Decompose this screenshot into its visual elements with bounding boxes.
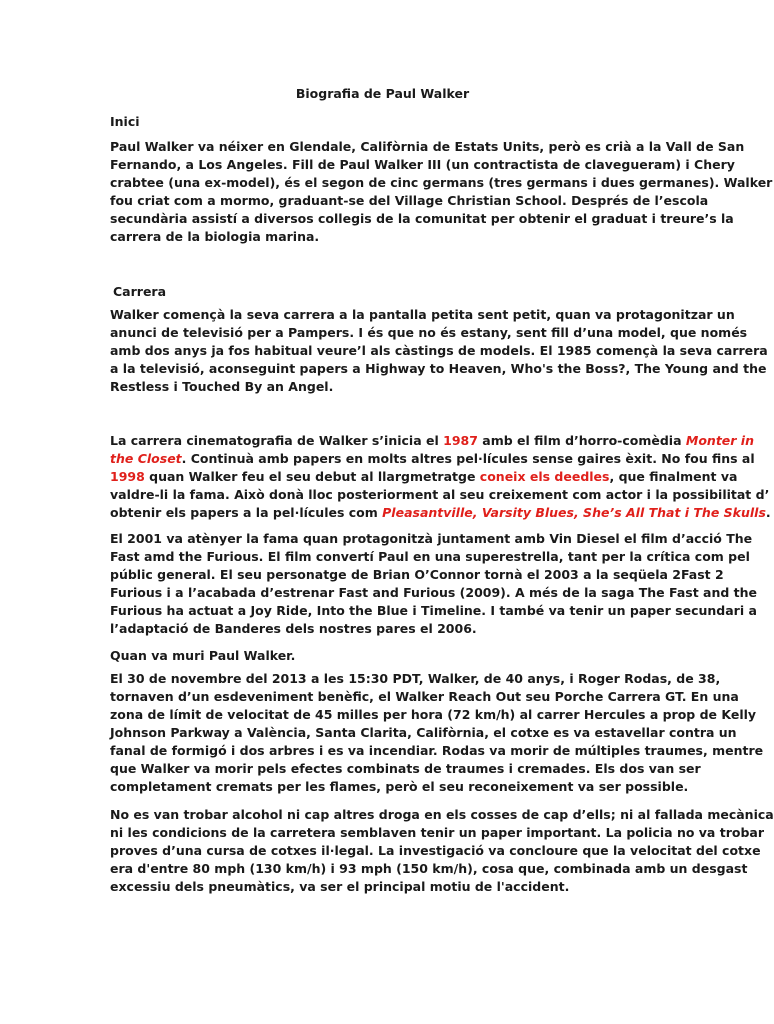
text-line: que Walker va morir pels efectes combinats de traumes i cremades. Els dos van ser <box>110 761 701 776</box>
text-line: valdre-li la fama. Això donà lloc posteriorment al seu creixement com actor i la possibilitat d’ <box>110 487 770 502</box>
text-line: ni les condicions de la carretera semblaven tenir un paper important. La policia no va trobar <box>110 825 764 840</box>
film-title-highlight: the Closet <box>110 451 182 466</box>
text-line: No es van trobar alcohol ni cap altres droga en els cosses de cap d’ells; ni al fallada mecànica <box>110 807 774 822</box>
text-line <box>110 450 755 468</box>
text-line: era d'entre 80 mph (130 km/h) i 93 mph (150 km/h), cosa que, combinada amb un desgast <box>110 861 748 876</box>
text-run: La carrera cinematografia de Walker s’inicia el <box>110 433 444 448</box>
text-line: tornaven d’un esdeveniment benèfic, el Walker Reach Out seu Porche Carrera GT. En una <box>110 689 739 704</box>
paragraph-carrera-3 <box>110 530 758 638</box>
paragraph-carrera-2 <box>110 432 771 522</box>
text-line: fou criat com a mormo, graduant-se del Village Christian School. Després de l’escola <box>110 193 709 208</box>
paragraph-inici <box>110 138 773 246</box>
text-line: carrera de la biologia marina. <box>110 229 320 244</box>
text-line: crabtee (una ex-model), és el segon de cinc germans (tres germans i dues germanes). Walker <box>110 175 773 190</box>
text-line: El 2001 va atènyer la fama quan protagonitzà juntament amb Vin Diesel el film d’acció The <box>110 531 753 546</box>
text-line: Johnson Parkway a València, Santa Clarita, Califòrnia, el cotxe es va estavellar contra un <box>110 725 737 740</box>
text-line: anunci de televisió per a Pampers. I és que no és estany, sent fill d’una model, que només <box>110 325 748 340</box>
text-line: Paul Walker va néixer en Glendale, Califòrnia de Estats Units, però es crià a la Vall de San <box>110 139 745 154</box>
text-line <box>110 504 771 522</box>
paragraph-mort-1 <box>110 670 764 796</box>
film-list-highlight: Pleasantville, Varsity Blues, She’s All That i The Skulls <box>382 505 766 520</box>
text-run: , que finalment va <box>609 469 738 484</box>
year-highlight: 1998 <box>110 469 145 484</box>
text-line: amb dos anys ja fos habitual veure’l als càstings de models. El 1985 començà la seva carrera <box>110 343 768 358</box>
text-line: El 30 de novembre del 2013 a les 15:30 PDT, Walker, de 40 anys, i Roger Rodas, de 38, <box>110 671 721 686</box>
text-line: excessiu dels pneumàtics, va ser el principal motiu de l'accident. <box>110 879 570 894</box>
text-line: completament cremats per les flames, però el seu reconeixement va ser possible. <box>110 779 689 794</box>
document-title: Biografia de Paul Walker <box>295 86 470 101</box>
text-line: Furious ha actuat a Joy Ride, Into the Blue i Timeline. I també va tenir un paper secundari a <box>110 603 757 618</box>
section-heading-carrera: Carrera <box>113 284 167 299</box>
text-run: . <box>765 505 771 520</box>
paragraph-mort-2 <box>110 806 774 896</box>
film-title-highlight: coneix els deedles <box>479 469 610 484</box>
text-line: Fernando, a Los Angeles. Fill de Paul Walker III (un contractista de clavegueram) i Chery <box>110 157 735 172</box>
text-line <box>110 432 754 450</box>
text-line: zona de límit de velocitat de 45 milles per hora (72 km/h) al carrer Hercules a prop de Kelly <box>110 707 757 722</box>
text-line: Restless i Touched By an Angel. <box>110 379 334 394</box>
text-line: l’adaptació de Banderes dels nostres pares el 2006. <box>110 621 477 636</box>
text-line: fanal de formigó i dos arbres i es va incendiar. Rodas va morir de múltiples traumes, mentre <box>110 743 764 758</box>
section-heading-inici: Inici <box>110 114 140 129</box>
text-run: amb el film d’horro-comèdia <box>477 433 686 448</box>
text-line <box>110 468 738 486</box>
text-line: públic general. El seu personatge de Brian O’Connor tornà el 2003 a la seqüela 2Fast 2 <box>110 567 724 582</box>
film-title-highlight: Monter in <box>685 433 754 448</box>
text-line: Furious i a l’acabada d’estrenar Fast and Furious (2009). A més de la saga The Fast and the <box>110 585 758 600</box>
text-run: obtenir els papers a la pel·lícules com <box>110 505 383 520</box>
paragraph-carrera-1 <box>110 306 768 396</box>
text-line: a la televisió, aconseguint papers a Highway to Heaven, Who's the Boss?, The Young and the <box>110 361 767 376</box>
text-run: quan Walker feu el seu debut al llargmetratge <box>144 469 480 484</box>
section-heading-mort: Quan va muri Paul Walker. <box>110 648 296 663</box>
text-line: secundària assistí a diversos collegis de la comunitat per obtenir el graduat i treure’s la <box>110 211 734 226</box>
text-line: proves d’una cursa de cotxes il·legal. La investigació va concloure que la velocitat del cotxe <box>110 843 761 858</box>
text-run: . Continuà amb papers en molts altres pel·lícules sense gaires èxit. No fou fins al <box>181 451 755 466</box>
text-line: Walker començà la seva carrera a la pantalla petita sent petit, quan va protagonitzar un <box>110 307 735 322</box>
year-highlight: 1987 <box>443 433 478 448</box>
text-line: Fast amd the Furious. El film convertí Paul en una superestrella, tant per la crítica com pel <box>110 549 750 564</box>
